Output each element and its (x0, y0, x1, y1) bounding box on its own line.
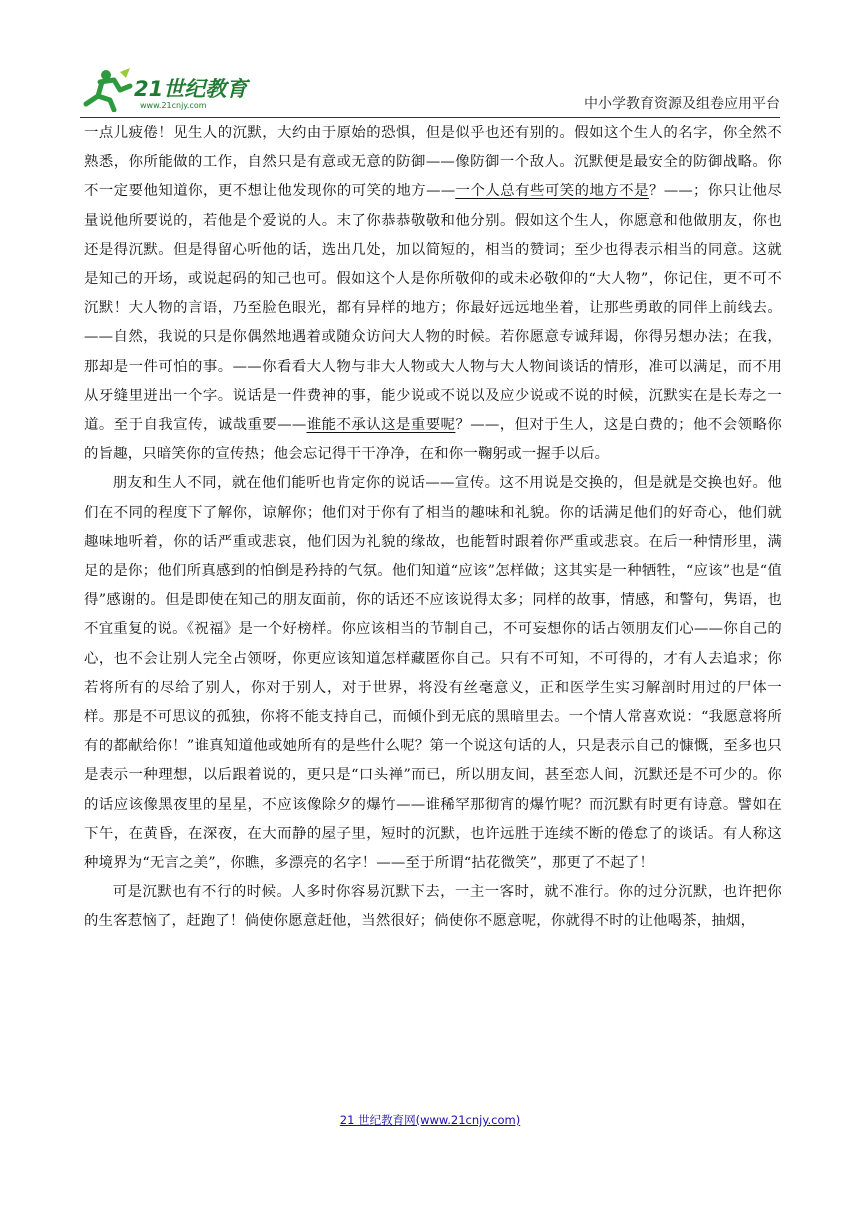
logo-main-text: 21世纪教育 (134, 77, 248, 101)
page-footer (0, 1112, 860, 1128)
article-body (84, 119, 782, 937)
paragraph-1-text-c: ？——，但对于生人，这是白费的；他不会领略你的旨趣，只暗笑你的宣传热；他会忘记得干干净净，在和你一鞠躬或一握手以后。 (84, 417, 782, 463)
platform-name: 中小学教育资源及组卷应用平台 (584, 96, 780, 112)
paragraph-2: 朋友和生人不同，就在他们能听也肯定你的说话——宣传。这不用说是交换的，但是就是交换也好。他们在不同的程度下了解你，谅解你；他们对于你有了相当的趣味和礼貌。你的话满足他们的好奇心，他们就趣味地听着，你的话严重或悲哀，他们因为礼貌的缘故，也能暂时跟着你严重或悲哀。在后一种情形里，满足的是你；他们所真感到的怕倒是矜持的气氛。他们知道“应该”怎样做；这其实是一种牺牲，“应该”也是“值得”感谢的。但是即使在知己的朋友面前，你的话还不应该说得太多；同样的故事，情感，和警句，隽语，也不宜重复的说。《祝福》是一个好榜样。你应该相当的节制自己，不可妄想你的话占领朋友们心——你自己的心，也不会让别人完全占领呀，你更应该知道怎样藏匿你自己。只有不可知，不可得的，才有人去追求；你若将所有的尽给了别人，你对于别人，对于世界，将没有丝毫意义，正和医学生实习解剖时用过的尸体一样。那是不可思议的孤独，你将不能支持自己，而倾仆到无底的黑暗里去。一个情人常喜欢说：“我愿意将所有的都献给你！”谁真知道他或她所有的是些什么呢？第一个说这句话的人，只是表示自己的慷慨，至多也只是表示一种理想，以后跟着说的，更只是“口头禅”而已，所以朋友间，甚至恋人间，沉默还是不可少的。你的话应该像黑夜里的星星，不应该像除夕的爆竹——谁稀罕那彻宵的爆竹呢？而沉默有时更有诗意。譬如在下午，在黄昏，在深夜，在大而静的屋子里，短时的沉默，也许远胜于连续不断的倦怠了的谈话。有人称这种境界为“无言之美”，你瞧，多漂亮的名字！——至于所谓“拈花微笑”，那更了不起了！ (84, 475, 782, 872)
underlined-phrase-1: 一个人总有些可笑的地方不是 (455, 183, 649, 200)
paragraph-1-text-b: ？——；你只让他尽量说他所要说的，若他是个爱说的人。末了你恭恭敬敬和他分别。假如这个生人，你愿意和他做朋友，你也还是得沉默。但是得留心听他的话，选出几处，加以简短的，相当的赞词；至少也得表示相当的同意。这就是知己的开场，或说起码的知己也可。假如这个人是你所敬仰的或未必敬仰的“大人物”，你记住，更不可不沉默！大人物的言语，乃至脸色眼光，都有异样的地方；你最好远远地坐着，让那些勇敢的同伴上前线去。——自然，我说的只是你偶然地遇着或随众访问大人物的时候。若你愿意专诚拜谒，你得另想办法；在我，那却是一件可怕的事。——你看看大人物与非大人物或大人物与大人物间谈话的情形，准可以满足，而不用从牙缝里迸出一个字。说话是一件费神的事，能少说或不说以及应少说或不说的时候，沉默实在是长寿之一道。至于自我宣传，诚哉重要—— (84, 183, 782, 434)
paragraph-1 (84, 119, 782, 469)
paragraph-1-text-a: 一点儿疲倦！见生人的沉默，大约由于原始的恐惧，但是似乎也还有别的。假如这个生人的名字，你全然不熟悉，你所能做的工作，自然只是有意或无意的防御——像防御一个敌人。沉默便是最安全的防御战略。你不一定要他知道你，更不想让他发现你的可笑的地方—— (84, 125, 782, 200)
runner-logo-icon (80, 66, 260, 112)
underlined-phrase-2: 谁能不承认这是重要呢 (306, 417, 456, 434)
page-header (80, 66, 780, 118)
footer-link[interactable]: 21 世纪教育网(www.21cnjy.com) (339, 1113, 521, 1127)
site-logo[interactable] (80, 66, 260, 112)
header-divider (80, 117, 780, 118)
logo-url-text: www.21cnjy.com (140, 101, 207, 110)
paragraph-3: 可是沉默也有不行的时候。人多时你容易沉默下去，一主一客时，就不准行。你的过分沉默，也许把你的生客惹恼了，赶跑了！倘使你愿意赶他，当然很好；倘使你不愿意呢，你就得不时的让他喝茶，抽烟， (84, 884, 782, 930)
